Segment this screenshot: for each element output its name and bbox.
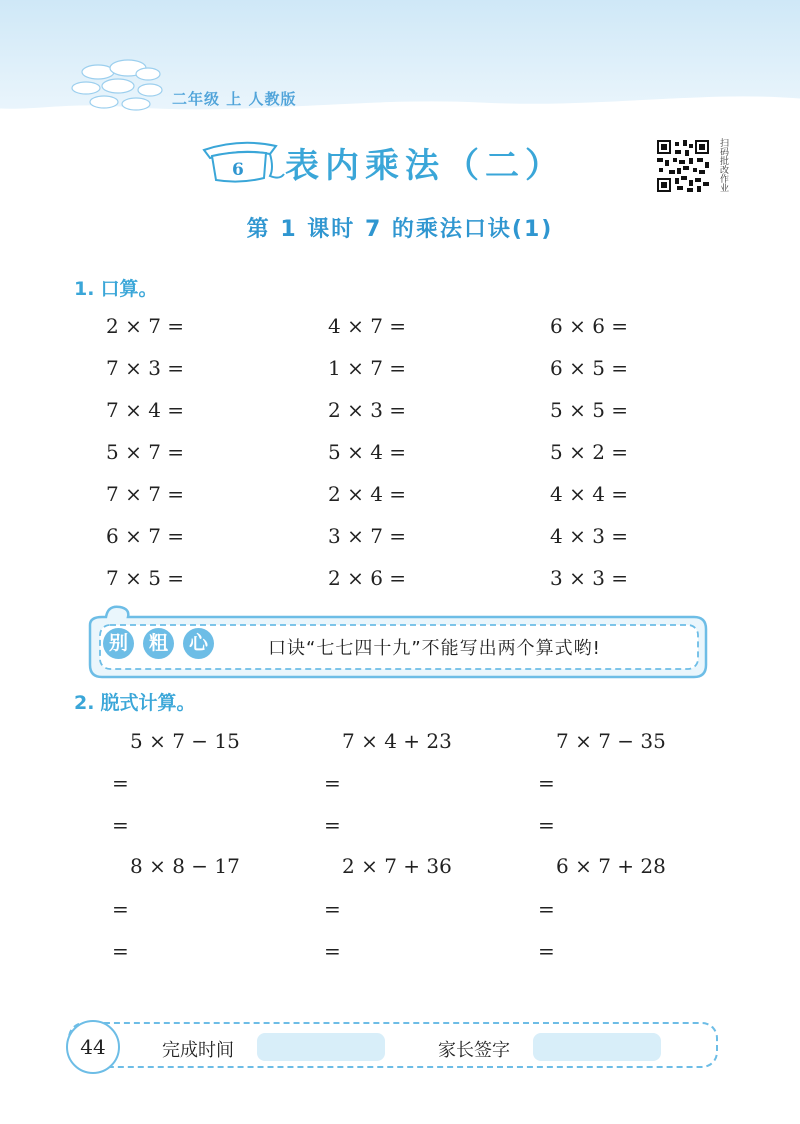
section-1-title: 口算。 <box>100 278 158 300</box>
equals-line: = <box>324 771 341 795</box>
problem: 5 × 7 = <box>106 440 185 464</box>
problem: 6 × 6 = <box>550 314 629 338</box>
section-2-title: 脱式计算。 <box>100 692 196 714</box>
tip-badge: 别 <box>103 628 134 659</box>
problem: 3 × 7 = <box>328 524 407 548</box>
equals-line: = <box>324 939 341 963</box>
problem: 5 × 5 = <box>550 398 629 422</box>
qr-caption: 扫码批改作业 <box>718 138 728 192</box>
grade-label: 二年级 上 人教版 <box>172 90 297 108</box>
parent-signature-label: 家长签字 <box>438 1040 510 1061</box>
equals-line: = <box>324 897 341 921</box>
expression: 2 × 7 + 36 <box>342 854 452 878</box>
problem: 7 × 4 = <box>106 398 185 422</box>
problem: 2 × 3 = <box>328 398 407 422</box>
lesson-title: 第 1 课时 7 的乘法口诀(1) <box>246 217 554 242</box>
equals-line: = <box>112 771 129 795</box>
qr-code-icon <box>657 140 709 192</box>
problem: 5 × 2 = <box>550 440 629 464</box>
expression: 8 × 8 − 17 <box>130 854 240 878</box>
chapter-number: 6 <box>232 160 244 180</box>
completion-time-field[interactable] <box>257 1033 385 1061</box>
problem: 6 × 5 = <box>550 356 629 380</box>
section-2-number: 2. <box>74 692 95 714</box>
equals-line: = <box>112 813 129 837</box>
problem: 2 × 6 = <box>328 566 407 590</box>
expression: 7 × 4 + 23 <box>342 729 452 753</box>
problem: 7 × 3 = <box>106 356 185 380</box>
equals-line: = <box>538 813 555 837</box>
expression: 7 × 7 − 35 <box>556 729 666 753</box>
chapter-title: 表内乘法（二） <box>285 146 565 186</box>
problem: 3 × 3 = <box>550 566 629 590</box>
header-wave-band <box>0 0 800 120</box>
equals-line: = <box>538 939 555 963</box>
tip-badge: 粗 <box>143 628 174 659</box>
section-1-number: 1. <box>74 278 95 300</box>
problem: 4 × 7 = <box>328 314 407 338</box>
problem: 5 × 4 = <box>328 440 407 464</box>
problem: 2 × 7 = <box>106 314 185 338</box>
equals-line: = <box>538 897 555 921</box>
problem: 7 × 7 = <box>106 482 185 506</box>
equals-line: = <box>324 813 341 837</box>
equals-line: = <box>112 897 129 921</box>
problem: 7 × 5 = <box>106 566 185 590</box>
page-number: 44 <box>66 1020 120 1074</box>
problem: 4 × 3 = <box>550 524 629 548</box>
problem: 6 × 7 = <box>106 524 185 548</box>
tip-text: 口诀“七七四十九”不能写出两个算式哟! <box>268 638 601 659</box>
section-1-heading <box>74 274 157 301</box>
completion-time-label: 完成时间 <box>162 1040 234 1061</box>
problem: 2 × 4 = <box>328 482 407 506</box>
section-2-heading <box>74 688 195 715</box>
equals-line: = <box>112 939 129 963</box>
expression: 5 × 7 − 15 <box>130 729 240 753</box>
problem: 1 × 7 = <box>328 356 407 380</box>
expression: 6 × 7 + 28 <box>556 854 666 878</box>
parent-signature-field[interactable] <box>533 1033 661 1061</box>
tip-badge: 心 <box>183 628 214 659</box>
equals-line: = <box>538 771 555 795</box>
problem: 4 × 4 = <box>550 482 629 506</box>
